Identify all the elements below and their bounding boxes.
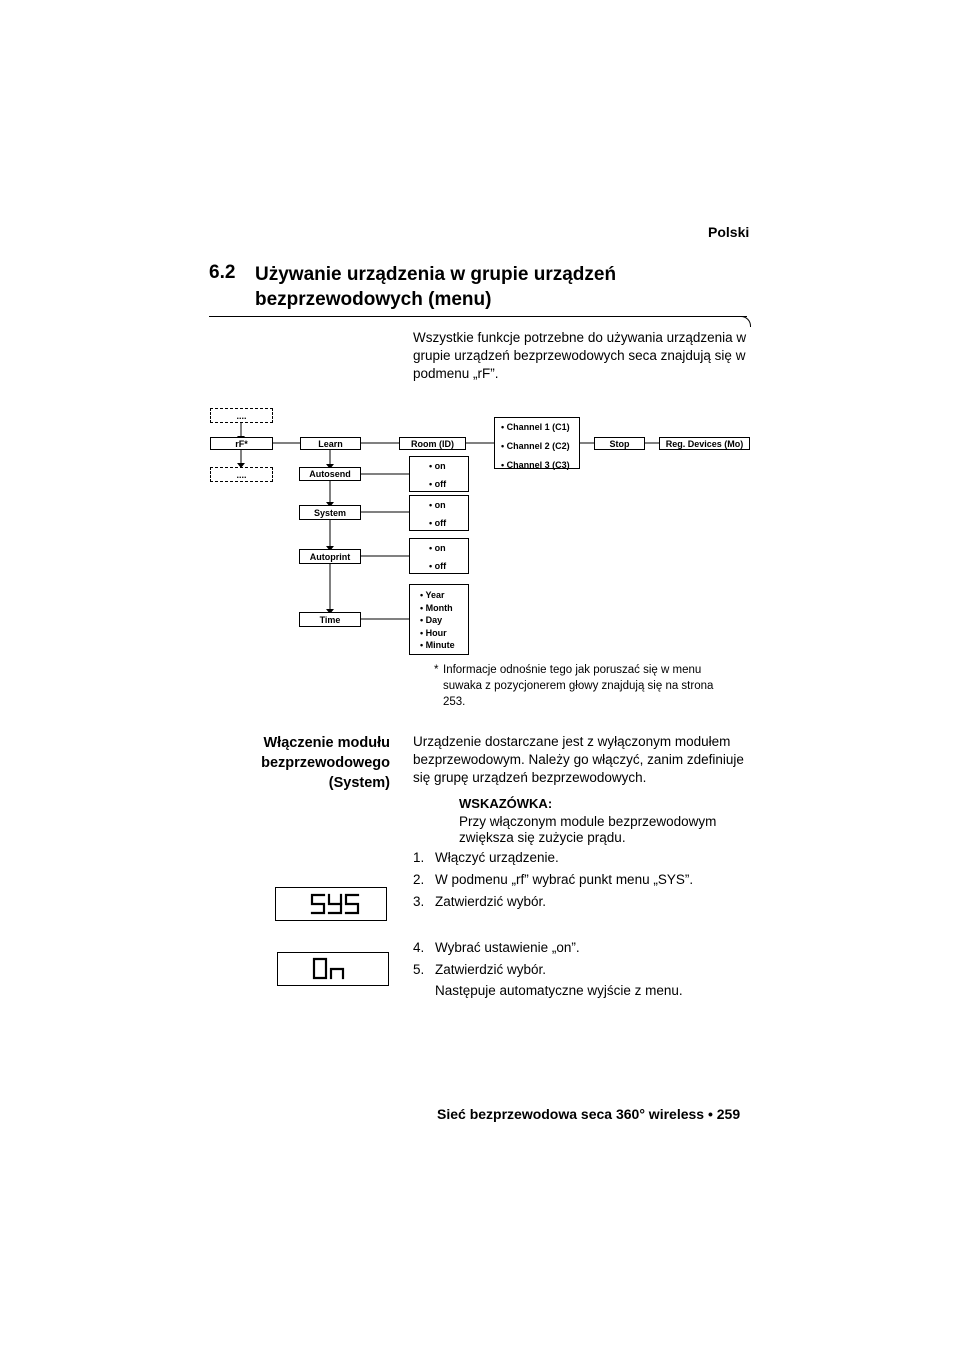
room-label: Room (ID) [411,438,454,449]
dots-bottom-label: .... [236,469,247,480]
autoprint-options [409,538,469,574]
time-label: Time [319,614,341,625]
footnote-text: Informacje odnośnie tego jak poruszać się w menu suwaka z pozycjonerem głowy znajdują się na strona 253. [443,664,714,708]
step-text: W podmenu „rf” wybrać punkt menu „SYS”. [435,872,694,887]
step-text: Zatwierdzić wybór. [435,894,547,909]
intro-paragraph: Wszystkie funkcje potrzebne do używania urządzenia w grupie urządzeń bezprzewodowych seca znajdują się w podmenu „rF”. [413,330,747,381]
step-2 [413,872,693,887]
time-year: • Year [420,590,445,600]
step-number: 4. [413,940,425,955]
subsection-heading-line-1: Włączenie modułu [263,735,390,751]
learn-box [300,437,361,450]
section-title: Używanie urządzenia w grupie urządzeń bezprzewodowych (menu) [255,264,617,310]
autosend-label: Autosend [309,469,351,479]
time-minute: • Minute [420,640,455,650]
time-box [299,612,361,627]
autoprint-box [299,549,361,564]
autosend-on: • on [429,461,446,471]
autosend-options [409,456,469,492]
lcd-display-on [277,952,389,986]
menu-item-above [210,408,273,423]
menu-item-below [210,467,273,482]
step-3 [413,894,546,909]
step-number: 2. [413,872,425,887]
step-number: 3. [413,894,425,909]
seven-segment-on [278,953,388,985]
stop-box [594,437,645,450]
system-on: • on [429,500,446,510]
seven-segment-sys [276,888,386,920]
step-text: Wybrać ustawienie „on”. [435,940,580,955]
system-off: • off [429,518,447,528]
subsection-paragraph: Urządzenie dostarczane jest z wyłączonym modułem bezprzewodowym. Należy go włączyć, zanim zdefiniuje się grupę urządzeń bezprzewodowych. [413,734,744,785]
channel-2: • Channel 2 (C2) [501,441,570,451]
autoprint-on: • on [429,543,446,553]
step-1 [413,850,559,865]
system-options [409,495,469,531]
note-text: Przy włączonym module bezprzewodowym zwiększa się zużycie prądu. [459,814,717,845]
system-box [299,505,361,520]
channels-box [494,417,580,469]
system-label: System [313,507,347,518]
subsection-heading-line-3: (System) [328,775,390,791]
subsection-heading-line-2: bezprzewodowego [261,755,390,771]
language-label: Polski [708,224,750,240]
channel-1: • Channel 1 (C1) [501,422,570,432]
stop-label: Stop [609,438,630,449]
dots-top-label: .... [236,410,247,421]
note-heading: WSKAZÓWKA: [459,796,553,811]
channel-3: • Channel 3 (C3) [501,460,570,470]
page-footer: Sieć bezprzewodowa seca 360° wireless • 259 [437,1106,741,1122]
reg-devices-box [659,437,750,450]
footnote-marker: * [434,664,439,676]
subsection-heading [210,733,390,793]
step-text: Włączyć urządzenie. [435,850,559,865]
autosend-box [299,467,361,481]
section-number: 6.2 [209,262,236,283]
rf-label: rF* [235,438,248,449]
autoprint-off: • off [429,561,447,571]
step-text: Zatwierdzić wybór. [435,962,547,977]
step-number: 5. [413,962,425,977]
menu-rf-box [210,437,273,450]
learn-label: Learn [318,438,343,449]
autoprint-label: Autoprint [309,551,351,562]
step-5 [413,962,546,977]
room-id-box [399,437,466,450]
step-4 [413,940,580,955]
time-options [409,584,469,655]
footnote [434,662,734,710]
time-day: • Day [420,615,443,625]
after-steps-text: Następuje automatyczne wyjście z menu. [435,983,683,998]
reg-devices-label: Reg. Devices (Mo) [665,438,744,449]
step-number: 1. [413,850,425,865]
time-month: • Month [420,602,453,613]
autosend-off: • off [429,479,447,489]
time-hour: • Hour [420,627,447,638]
lcd-display-sys [275,887,387,921]
